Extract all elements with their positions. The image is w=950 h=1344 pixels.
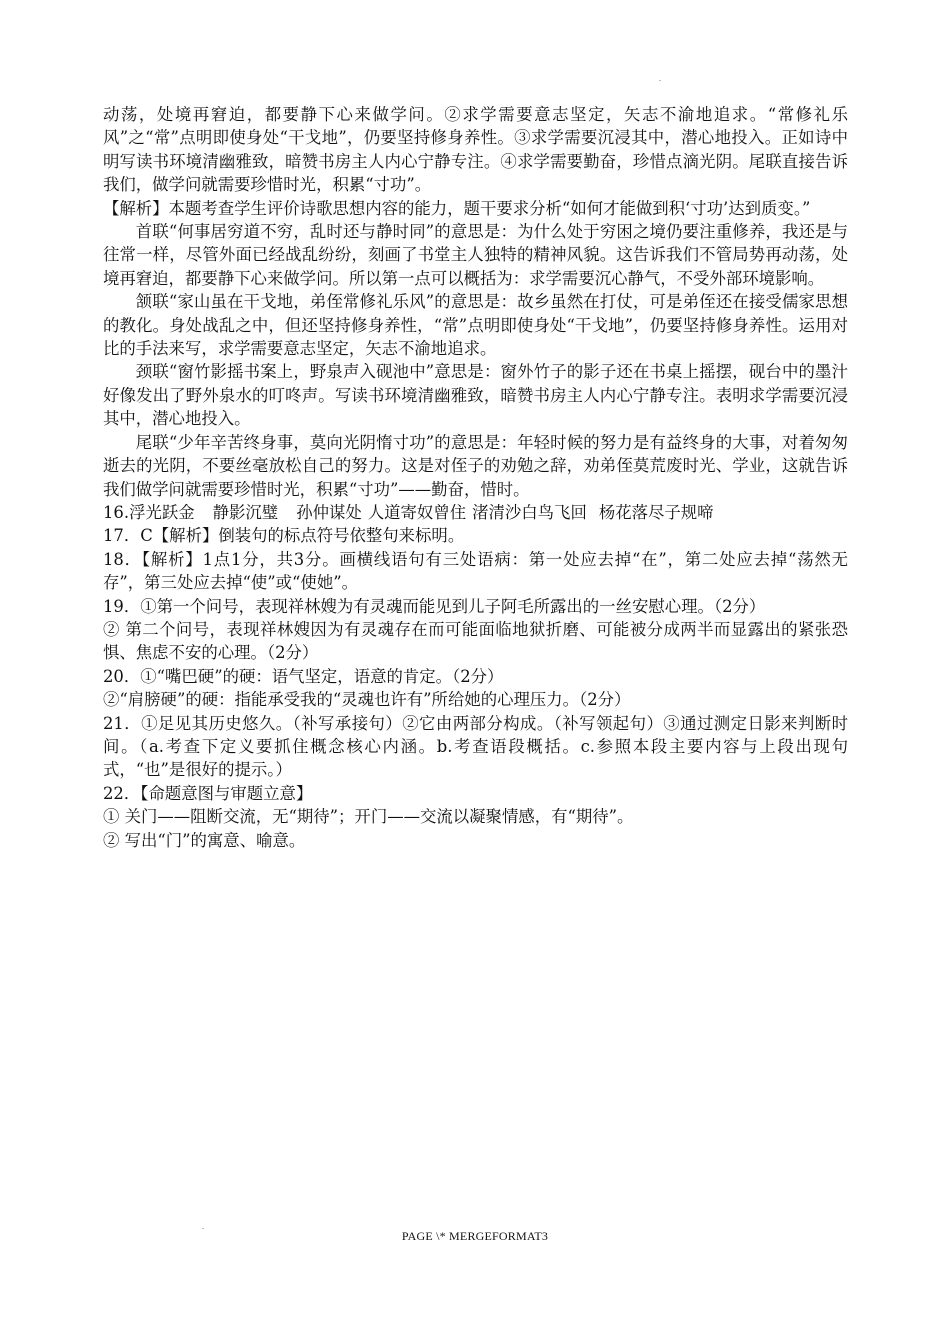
scan-mark [659, 80, 661, 81]
answer-20-part2: ②“肩膀硬”的硬：指能承受我的“灵魂也许有”所给她的心理压力。（2分） [103, 690, 631, 710]
answer-16-item: 浮光跃金 [129, 502, 195, 522]
answer-16-item: 渚清沙白鸟飞回 [472, 502, 587, 522]
paragraph-first-couplet: 首联“何事居穷道不穷，乱时还与静时同”的意思是：为什么处于穷困之境仍要注重修养，我还是与往常一样，尽管外面已经战乱纷纷，刻画了书堂主人独特的精神风貌。这告诉我们不管局势再动荡，处境再窘迫，都要静下心来做学问。所以第一点可以概括为：求学需要沉心静气，不受外部环境影响。 [103, 222, 848, 288]
answer-21: 21．①足见其历史悠久。（补写承接句）②它由两部分构成。（补写领起句）③通过测定日影来判断时间。（a.考查下定义要抓住概念核心内涵。b.考查语段概括。c.参照本段主要内容与上段出现句式，“也”是很好的提示。） [103, 713, 848, 780]
answer-18: 18．【解析】1点1分，共3分。画横线语句有三处语病：第一处应去掉“在”，第二处应去掉“荡然无存”，第三处应去掉“使”或“使她”。 [103, 549, 848, 593]
answer-16-item: 静影沉璧 [212, 502, 279, 522]
paragraph-third-couplet: 颈联“窗竹影摇书案上，野泉声入砚池中”意思是：窗外竹子的影子还在书桌上摇摆，砚台中的墨汁好像发出了野外泉水的叮咚声。写读书环境清幽雅致，暗赞书房主人内心宁静专注。表明求学需要沉浸其中，潜心地投入。 [103, 362, 848, 429]
answer-16-number: 16. [103, 502, 130, 522]
answer-16 [103, 501, 848, 524]
answer-19-part2: ② 第二个问号，表现祥林嫂因为有灵魂存在而可能面临地狱折磨、可能被分成两半而显露出的紧张恐惧、焦虑不安的心理。（2分） [103, 619, 848, 663]
answer-16-item: 人道寄奴曾住 [367, 502, 467, 522]
answer-17: 17．C【解析】倒装句的标点符号依整句来标明。 [103, 526, 465, 546]
answer-22-point2: ② 写出“门”的寓意、喻意。 [103, 830, 306, 850]
answer-22-heading: 22．【命题意图与审题立意】 [103, 783, 313, 803]
answer-20-part1: 20．①“嘴巴硬”的硬：语气坚定，语意的肯定。（2分） [103, 666, 504, 686]
answer-16-item: 杨花落尽子规啼 [598, 502, 714, 522]
paragraph-analysis: 【解析】本题考查学生评价诗歌思想内容的能力，题干要求分析“如何才能做到积‘寸功’达到质变。” [103, 198, 811, 218]
answer-22-point1: ① 关门——阻断交流，无“期待”；开门——交流以凝聚情感，有“期待”。 [103, 807, 634, 827]
page-footer: PAGE \* MERGEFORMAT3 [401, 1229, 549, 1243]
paragraph-second-couplet: 颔联“家山虽在干戈地，弟侄常修礼乐风”的意思是：故乡虽然在打仗，可是弟侄还在接受儒家思想的教化。身处战乱之中，但还坚持修身养性，“常”点明即使身处“干戈地”，仍要坚持修身养性。运用对比的手法来写，求学需要意志坚定，矢志不渝地追求。 [103, 292, 848, 359]
answer-16-item: 孙仲谋处 [296, 502, 362, 522]
paragraph-last-couplet: 尾联“少年辛苦终身事，莫向光阴惰寸功”的意思是：年轻时候的努力是有益终身的大事，对着匆匆逝去的光阴，不要丝毫放松自己的努力。这是对侄子的劝勉之辞，劝弟侄莫荒废时光、学业，这就告诉我们做学问就需要珍惜时光，积累“寸功”——勤奋，惜时。 [103, 432, 848, 499]
answer-19-part1: 19．①第一个问号，表现祥林嫂为有灵魂而能见到儿子阿毛所露出的一丝安慰心理。（2分） [103, 596, 766, 616]
answer-text-body [103, 103, 848, 852]
paragraph-0: 动荡，处境再窘迫，都要静下心来做学问。②求学需要意志坚定，矢志不渝地追求。“常修礼乐风”之“常”点明即使身处“干戈地”，仍要坚持修身养性。③求学需要沉浸其中，潜心地投入。正如诗中明写读书环境清幽雅致，暗赞书房主人内心宁静专注。④求学需要勤奋，珍惜点滴光阴。尾联直接告诉我们，做学问就需要珍惜时光，积累“寸功”。 [103, 105, 848, 195]
